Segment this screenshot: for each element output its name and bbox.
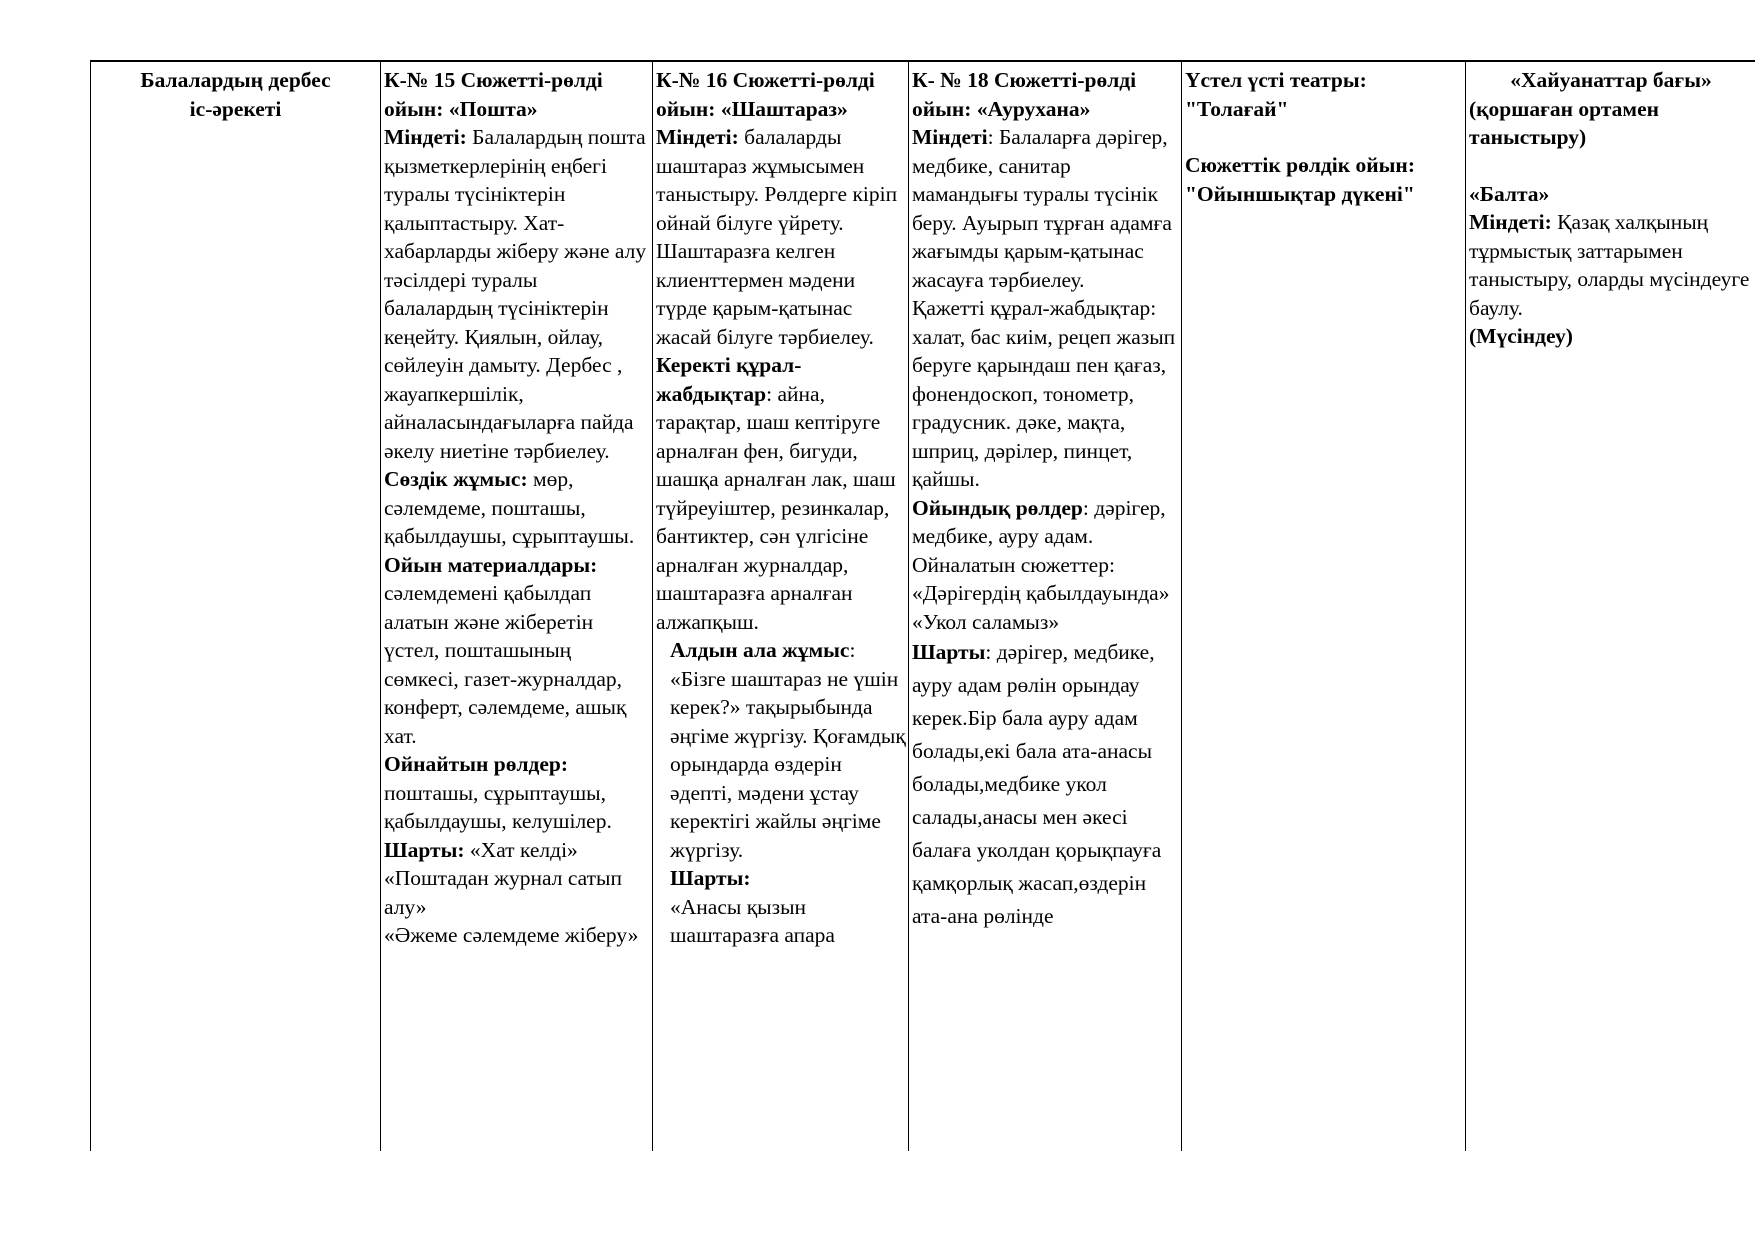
barber-prep-label: Алдын ала жұмыс bbox=[670, 638, 850, 662]
hospital-equipment-text: Қажетті құрал-жабдықтар: халат, бас киім, рецеп жазып беруге қарындаш пен қағаз, фонендоскоп, тонометр, градусник. дәке, мақта, шприц, дәрілер, пинцет, қайшы. bbox=[912, 296, 1176, 491]
barber-prep-text: : «Бізге шаштараз не үшін керек?» тақырыбында әңгіме жүргізу. Қоғамдық орындарда өздерін әдепті, мәдени ұстау керектігі жайлы әңгіме жүргізу. bbox=[670, 638, 906, 862]
hospital-task-label: Міндеті bbox=[912, 125, 988, 149]
post-materials-text: сәлемдемені қабылдап алатын және жіберетін үстел, пошташының сөмкесі, газет-журналдар, конферт, сәлемдеме, ашық хат. bbox=[384, 581, 627, 748]
barber-equipment-text: : айна, тарақтар, шаш кептіруге арналған фен, бигуди, шашқа арналған лак, шаш түйреуіштер, резинкалар, бантиктер, сән үлгісіне арналған журналдар, шаштаразға арналған алжапқыш. bbox=[656, 381, 896, 634]
post-task-text: Балалардың пошта қызметкерлерінің еңбегі туралы түсініктерін қалыптастыру. Хат-хабарларды жіберу және алу тәсілдері туралы балалардың түсініктерін кеңейту. Қиялын, ойлау, сөйлеуін дамыту. Дербес , жауапкершілік, айналасындағыларға пайда әкелу ниетіне тәрбиелеу. bbox=[384, 125, 647, 463]
spacer bbox=[1469, 152, 1753, 180]
post-title-name: «Пошта» bbox=[448, 96, 538, 121]
zoo-title: «Хайуанаттар бағы» bbox=[1510, 68, 1712, 92]
zoo-task-text: Қазақ халқының тұрмыстық заттарымен таныстыру, оларды мүсіндеуге баулу. bbox=[1469, 210, 1750, 320]
hospital-conditions-label: Шарты bbox=[912, 640, 986, 664]
post-conditions-1: «Хат келді» bbox=[469, 837, 578, 862]
hospital-task-text: : Балаларға дәрігер, медбике, санитар мамандығы туралы түсінік беру. Ауырып тұрған адамға жағымды қарым-қатынас жасауға тәрбиелеу. bbox=[912, 125, 1172, 292]
barber-task-text: балаларды шаштараз жұмысымен таныстыру. Рөлдерге кіріп ойнай білуге үйрету. Шаштаразға келген клиенттермен мәдени түрде қарым-қатынас жасай білуге тәрбиелеу. bbox=[656, 125, 898, 349]
barber-equipment-label: Керекті құрал-жабдықтар bbox=[656, 353, 802, 406]
row-label-line-1: Балалардың дербес bbox=[140, 68, 331, 92]
hospital-title-name: «Аурухана» bbox=[976, 96, 1091, 121]
post-conditions-3: «Әжеме сәлемдеме жіберу» bbox=[384, 923, 639, 947]
barber-title: К-№ 16 Сюжетті-рөлді ойын: bbox=[656, 68, 875, 121]
post-conditions-2: «Поштадан журнал сатып алу» bbox=[384, 866, 622, 919]
row-label-line-2: іс-әрекеті bbox=[189, 96, 282, 121]
post-materials-label: Ойын материалдары: bbox=[384, 552, 598, 577]
hospital-roles-text: : дәрігер, медбике, ауру адам. bbox=[912, 495, 1166, 548]
hospital-conditions-text: : дәрігер, медбике, ауру адам рөлін орындау керек.Бір бала ауру адам болады,екі бала ата-анасы болады,медбике укол салады,анасы мен әкесі балаға уколдан қорықпауға қамқорлық жасап,өздерін ата-ана рөлінде bbox=[912, 640, 1162, 928]
theatre-cell bbox=[1182, 61, 1466, 1151]
game-post-cell bbox=[381, 61, 653, 1151]
barber-task-label: Міндеті: bbox=[656, 125, 739, 149]
hospital-title: К- № 18 Сюжетті-рөлді ойын: bbox=[912, 68, 1137, 121]
hospital-plots-2: «Укол саламыз» bbox=[912, 609, 1060, 634]
hospital-plots-text: Ойналатын сюжеттер: «Дәрігердің қабылдауында» bbox=[912, 552, 1170, 605]
role-game-name: "Ойыншықтар дүкені" bbox=[1185, 181, 1415, 206]
barber-title-name: «Шаштараз» bbox=[720, 96, 848, 121]
game-hospital-cell bbox=[909, 61, 1182, 1151]
post-roles-label: Ойнайтын рөлдер: bbox=[384, 752, 569, 776]
post-vocab-label: Сөздік жұмыс: bbox=[384, 467, 528, 491]
barber-conditions-text: «Анасы қызын шаштаразға апара bbox=[670, 894, 835, 947]
zoo-subtitle: (қоршаған ортамен таныстыру) bbox=[1469, 96, 1660, 149]
post-conditions-label: Шарты: bbox=[384, 837, 465, 862]
row-label-cell bbox=[91, 61, 381, 1151]
hospital-roles-label: Ойындық рөлдер bbox=[912, 495, 1083, 520]
zoo-item-name: «Балта» bbox=[1469, 181, 1550, 206]
hospital-conditions-block bbox=[912, 636, 1179, 933]
zoo-cell bbox=[1466, 61, 1755, 1151]
role-game-label: Сюжеттік рөлдік ойын: bbox=[1185, 153, 1415, 177]
theatre-name: "Толағай" bbox=[1185, 96, 1289, 121]
zoo-task-label: Міндеті: bbox=[1469, 210, 1552, 234]
theatre-label: Үстел үсті театры: bbox=[1185, 68, 1367, 92]
spacer bbox=[1185, 123, 1463, 151]
post-vocab-text: мөр, сәлемдеме, пошташы, қабылдаушы, сұрыптаушы. bbox=[384, 467, 635, 548]
game-barbershop-cell bbox=[653, 61, 909, 1151]
post-task-label: Міндеті: bbox=[384, 125, 467, 149]
post-title: К-№ 15 Сюжетті-рөлді ойын: bbox=[384, 68, 603, 121]
zoo-activity: (Мүсіндеу) bbox=[1469, 324, 1573, 348]
barber-prep-block bbox=[656, 636, 906, 950]
activity-plan-table bbox=[90, 60, 1755, 1151]
barber-conditions-label: Шарты: bbox=[670, 866, 751, 890]
table-row bbox=[91, 61, 1755, 1151]
post-roles-text: пошташы, сұрыптаушы, қабылдаушы, келушілер. bbox=[384, 780, 612, 833]
